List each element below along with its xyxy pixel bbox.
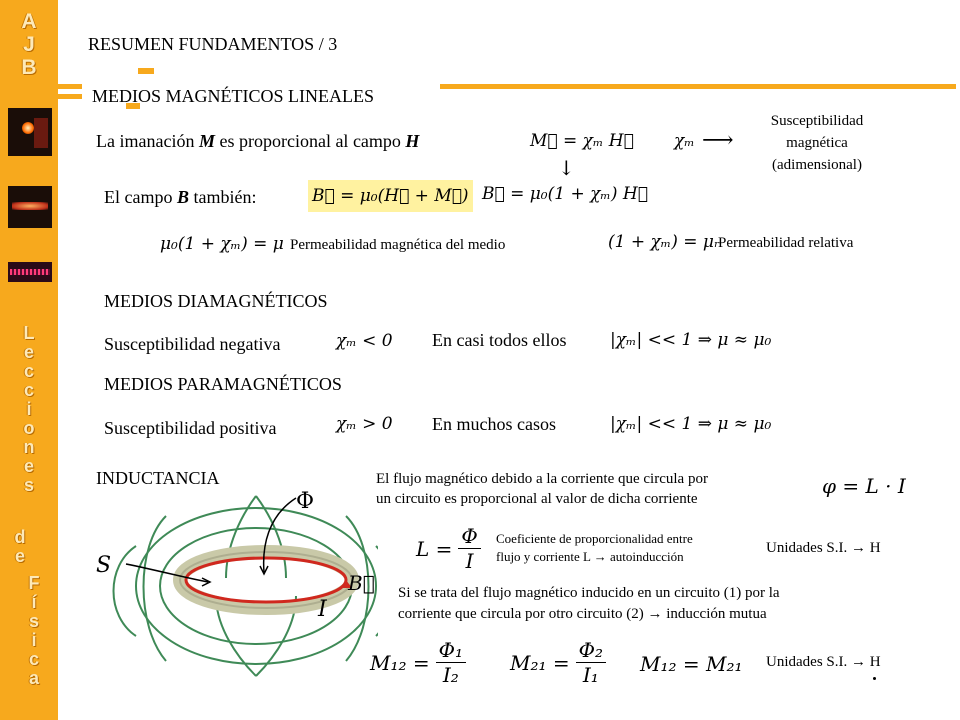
chi-symbol: χₘ xyxy=(674,131,695,151)
text-line: Si se trata del flujo magnético inducido en un circuito (1) por la xyxy=(398,585,780,601)
decor-bar xyxy=(138,68,154,74)
equation-mu: μ₀(1 + χₘ) = μ xyxy=(160,234,284,254)
logo-letter: J xyxy=(23,33,35,56)
sidebar-letter: e xyxy=(14,546,25,566)
text-fragment: es proporcional al campo xyxy=(214,131,406,151)
dia-note: En casi todos ellos xyxy=(432,330,567,350)
decor-bar xyxy=(58,84,82,89)
equation-M21 xyxy=(510,638,606,687)
section-title-paramagneticos: MEDIOS PARAMAGNÉTICOS xyxy=(104,374,342,394)
equation-B-highlighted: B⃗ = μ₀(H⃗ + M⃗) xyxy=(308,180,473,212)
sidebar-fisica xyxy=(10,574,58,688)
perm-relativa-label: Permeabilidad relativa xyxy=(718,235,854,251)
decor-dot xyxy=(873,677,876,680)
para-equation: χₘ > 0 xyxy=(336,414,393,434)
logo-letter: A xyxy=(21,10,37,33)
down-arrow-icon: ↓ xyxy=(558,156,575,180)
label-S: S xyxy=(96,553,112,578)
fraction-denominator: I₁ xyxy=(582,663,599,687)
dia-equation: χₘ < 0 xyxy=(336,331,393,351)
page-title: RESUMEN FUNDAMENTOS / 3 xyxy=(88,34,338,54)
text-line: corriente que circula por otro circuito (2) → inducción mutua xyxy=(398,606,767,622)
text-line: Coeficiente de proporcionalidad entre xyxy=(496,531,693,546)
perm-medio-label: Permeabilidad magnética del medio xyxy=(290,237,506,253)
sidebar-letter: e xyxy=(23,342,34,362)
logo-letter: B xyxy=(21,56,37,79)
susceptibilidad-label xyxy=(752,110,882,176)
flux-description xyxy=(376,469,708,509)
sidebar-letter: i xyxy=(26,399,32,419)
text-line: El flujo magnético debido a la corriente que circula por xyxy=(376,471,708,487)
fraction-numerator: Φ₂ xyxy=(576,638,606,663)
text-line: flujo y corriente L → autoinducción xyxy=(496,549,684,564)
sidebar-letter: a xyxy=(28,668,39,688)
mutual-description xyxy=(398,583,780,625)
equation-B-chi: B⃗ = μ₀(1 + χₘ) H⃗ xyxy=(482,184,648,204)
M21-lhs: M₂₁ = xyxy=(510,650,570,675)
equation-M-chi-H: M⃗ = χₘ H⃗ xyxy=(530,131,634,151)
fraction xyxy=(458,524,480,573)
imanacion-text xyxy=(96,131,419,152)
fraction-numerator: Φ₁ xyxy=(436,638,466,663)
label-I: I xyxy=(318,597,327,622)
sidebar-letter: L xyxy=(23,323,35,343)
dia-condition: |χₘ| << 1 ⇒ μ ≈ μ₀ xyxy=(610,330,772,350)
label-phi: Φ xyxy=(296,489,315,514)
sidebar-letter: s xyxy=(28,611,39,631)
sidebar-letter: c xyxy=(23,380,34,400)
sidebar-letter: o xyxy=(23,418,35,438)
fraction-numerator: Φ xyxy=(458,524,480,549)
sidebar-letter: c xyxy=(23,361,34,381)
sidebar-letter: e xyxy=(23,456,34,476)
sidebar-photo-1 xyxy=(8,108,52,156)
sidebar-letter: d xyxy=(14,527,26,547)
sidebar-letter: i xyxy=(31,630,37,650)
sidebar-letter: F xyxy=(28,573,40,593)
sidebar-letter: n xyxy=(23,437,35,457)
section-title-inductancia: INDUCTANCIA xyxy=(96,468,220,488)
text-line: magnética xyxy=(786,135,848,151)
fraction-denominator: I xyxy=(465,549,474,573)
equation-M12 xyxy=(370,638,466,687)
sidebar-letter: s xyxy=(23,475,34,495)
campo-b-text xyxy=(104,187,256,208)
current-loop xyxy=(186,558,346,602)
L-lhs: L = xyxy=(416,536,453,561)
text-line: un circuito es proporcional al valor de dicha corriente xyxy=(376,491,698,507)
M12-lhs: M₁₂ = xyxy=(370,650,430,675)
toroid-figure xyxy=(96,486,378,686)
text-line: Susceptibilidad xyxy=(770,113,864,129)
fraction xyxy=(576,638,606,687)
equation-M12-equals-M21: M₁₂ = M₂₁ xyxy=(640,652,743,676)
equation-mur: (1 + χₘ) = μᵣ xyxy=(608,232,720,252)
sidebar-lecciones xyxy=(0,324,58,495)
text-fragment: El campo xyxy=(104,187,177,207)
field-lines xyxy=(114,496,379,676)
text-fragment: La imanación xyxy=(96,131,199,151)
para-note: En muchos casos xyxy=(432,414,556,434)
para-label: Susceptibilidad positiva xyxy=(104,418,277,438)
section-title-diamagneticos: MEDIOS DIAMAGNÉTICOS xyxy=(104,291,328,311)
fraction-denominator: I₂ xyxy=(442,663,459,687)
fraction xyxy=(436,638,466,687)
decor-bar xyxy=(440,84,956,89)
text-line: (adimensional) xyxy=(772,157,862,173)
units-label-1: Unidades S.I. → H xyxy=(766,540,881,556)
dia-label: Susceptibilidad negativa xyxy=(104,334,281,354)
symbol-M: M xyxy=(198,131,215,151)
equation-phi-LI: φ = L · I xyxy=(822,474,906,498)
label-B: B⃗ xyxy=(348,571,375,595)
symbol-B: B xyxy=(176,187,189,207)
section-title-lineales: MEDIOS MAGNÉTICOS LINEALES xyxy=(92,86,374,106)
units-label-2: Unidades S.I. → H xyxy=(766,654,881,670)
decor-bar xyxy=(58,94,82,99)
equation-L xyxy=(416,524,481,573)
sidebar-letter: í xyxy=(31,592,37,612)
sidebar-photo-2 xyxy=(8,186,52,228)
symbol-H: H xyxy=(405,131,420,151)
sidebar-letter: c xyxy=(28,649,39,669)
sidebar-photo-3 xyxy=(8,262,52,282)
sidebar-de xyxy=(0,528,40,566)
para-condition: |χₘ| << 1 ⇒ μ ≈ μ₀ xyxy=(610,414,772,434)
text-fragment: también: xyxy=(189,187,257,207)
arrow-right-icon: ⟶ xyxy=(702,128,734,153)
sidebar-logo-ajb xyxy=(0,10,58,79)
coef-description xyxy=(496,530,693,566)
